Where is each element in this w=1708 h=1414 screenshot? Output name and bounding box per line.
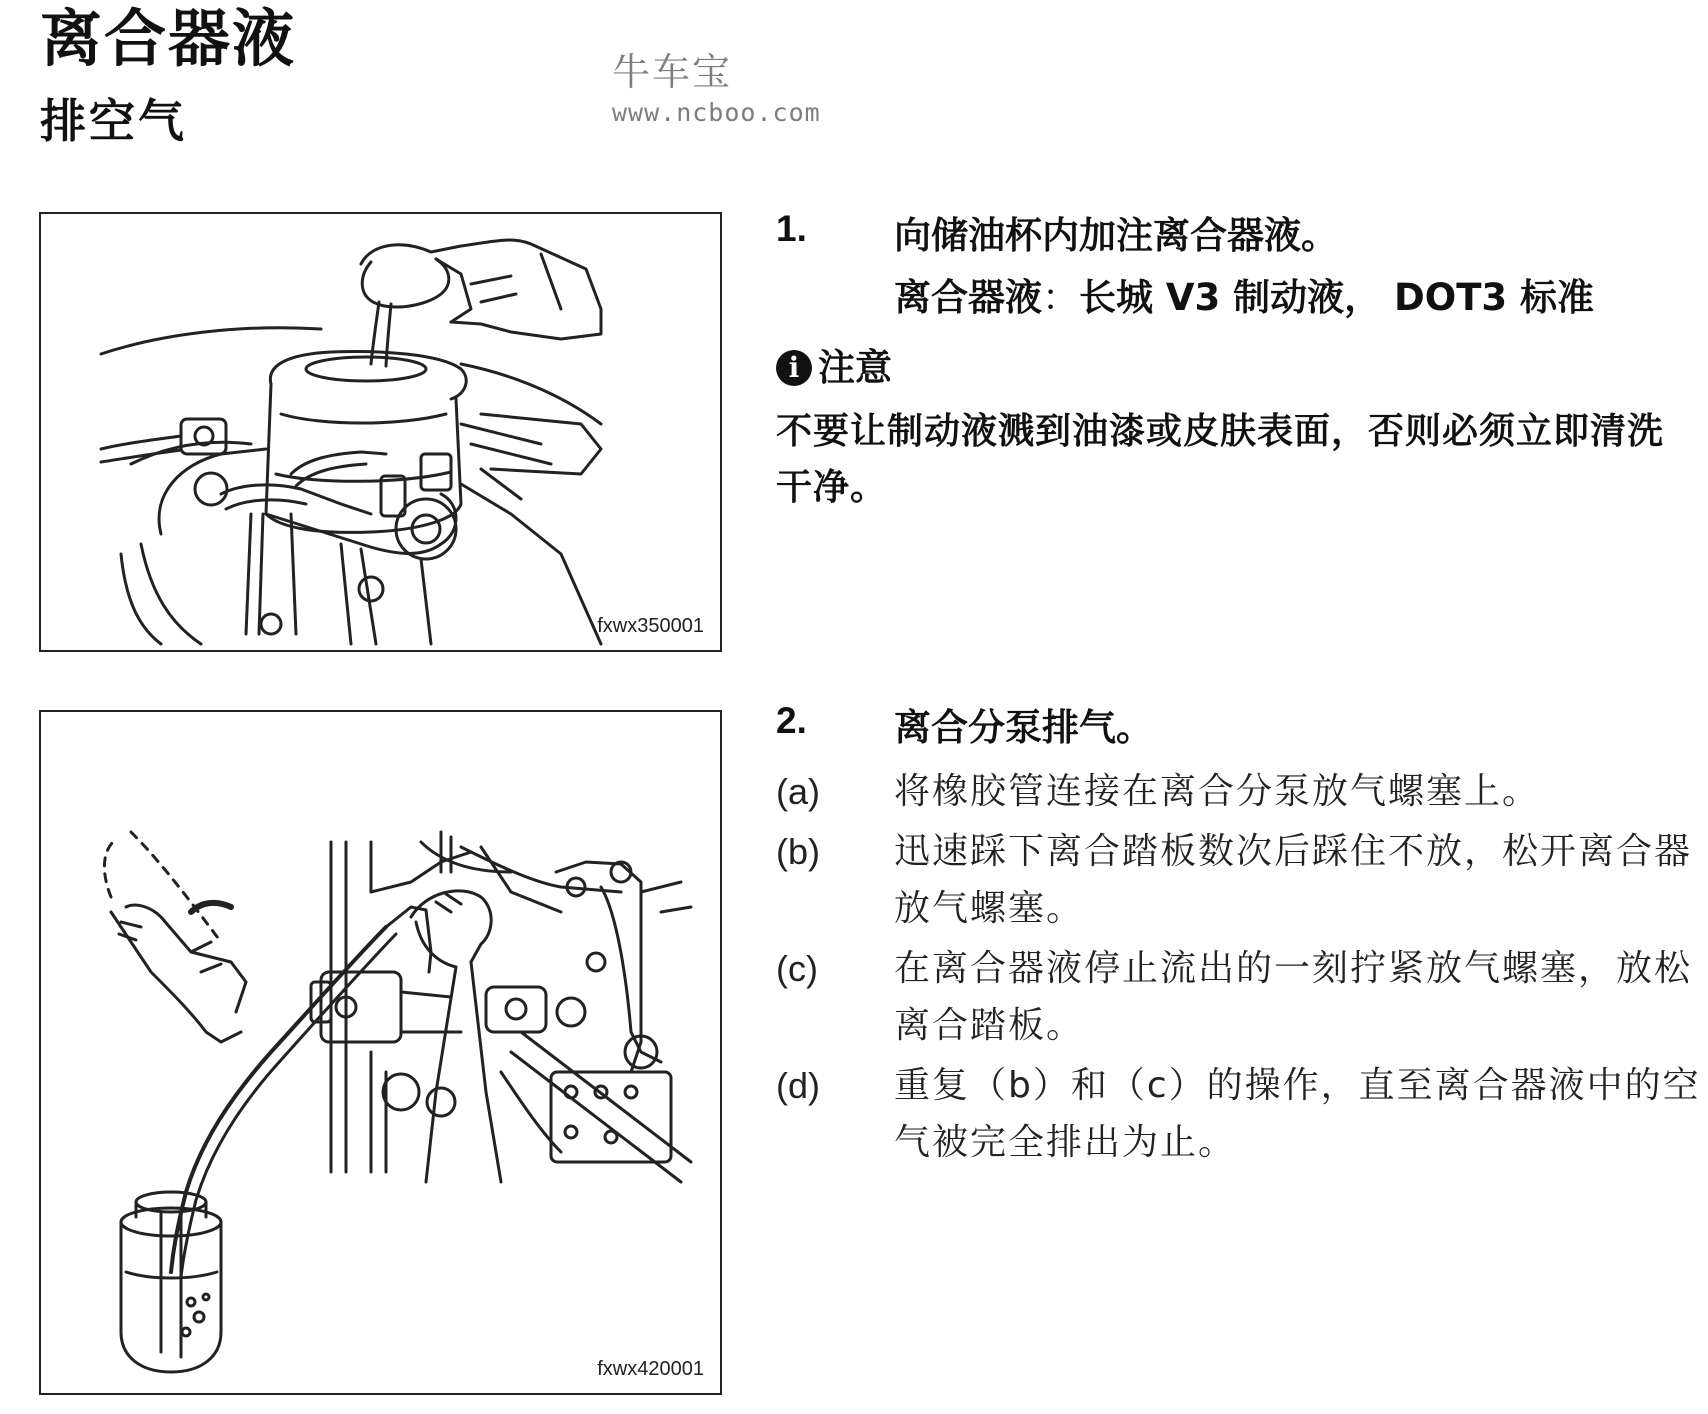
substep-d [776, 1057, 1708, 1171]
step-number: 2. [776, 700, 807, 741]
spec-value: 长城 V3 制动液， DOT3 标准 [1079, 276, 1595, 319]
page-title: 离合器液 [40, 2, 297, 75]
substep-list [776, 763, 1708, 1171]
substep-list-wrap [776, 760, 1708, 1171]
caution-note [776, 340, 1686, 516]
figure-code: fxwx420001 [597, 1358, 704, 1380]
spec-label: 离合器液 [894, 276, 1042, 319]
substep-label: (b) [776, 831, 820, 872]
substep-label: (a) [776, 771, 820, 812]
fluid-spec [894, 270, 1686, 326]
substep-text: 将橡胶管连接在离合分泵放气螺塞上。 [894, 771, 1541, 812]
watermark-name: 牛车宝 [612, 50, 733, 94]
watermark-url: www.ncboo.com [612, 97, 821, 127]
reservoir-fill-illustration [41, 214, 720, 650]
figure-code: fxwx350001 [597, 615, 704, 637]
substep-a [776, 763, 1708, 820]
step-text: 离合分泵排气。 [894, 706, 1153, 749]
watermark [612, 52, 821, 127]
substep-label: (c) [776, 948, 818, 989]
step-text: 向储油杯内加注离合器液。 [894, 214, 1338, 257]
step-2 [776, 700, 1686, 756]
substep-text: 迅速踩下离合踏板数次后踩住不放，松开离合器放气螺塞。 [894, 831, 1693, 929]
note-heading [776, 340, 1686, 396]
note-title: 注意 [818, 346, 892, 389]
substep-label: (d) [776, 1065, 820, 1106]
slave-bleed-illustration [41, 712, 720, 1393]
note-body: 不要让制动液溅到油漆或皮肤表面，否则必须立即清洗干净。 [776, 411, 1665, 508]
figure-slave-bleed [39, 710, 722, 1395]
page-subtitle: 排空气 [40, 94, 187, 148]
substep-text: 在离合器液停止流出的一刻拧紧放气螺塞，放松离合踏板。 [894, 948, 1693, 1046]
figure-reservoir-fill [39, 212, 722, 652]
info-icon: i [776, 350, 812, 386]
step-1 [776, 208, 1686, 326]
step-number: 1. [776, 208, 807, 249]
substep-text: 重复（b）和（c）的操作，直至离合器液中的空气被完全排出为止。 [894, 1065, 1701, 1163]
substep-b [776, 823, 1708, 937]
spec-separator: ： [1042, 276, 1079, 319]
substep-c [776, 940, 1708, 1054]
